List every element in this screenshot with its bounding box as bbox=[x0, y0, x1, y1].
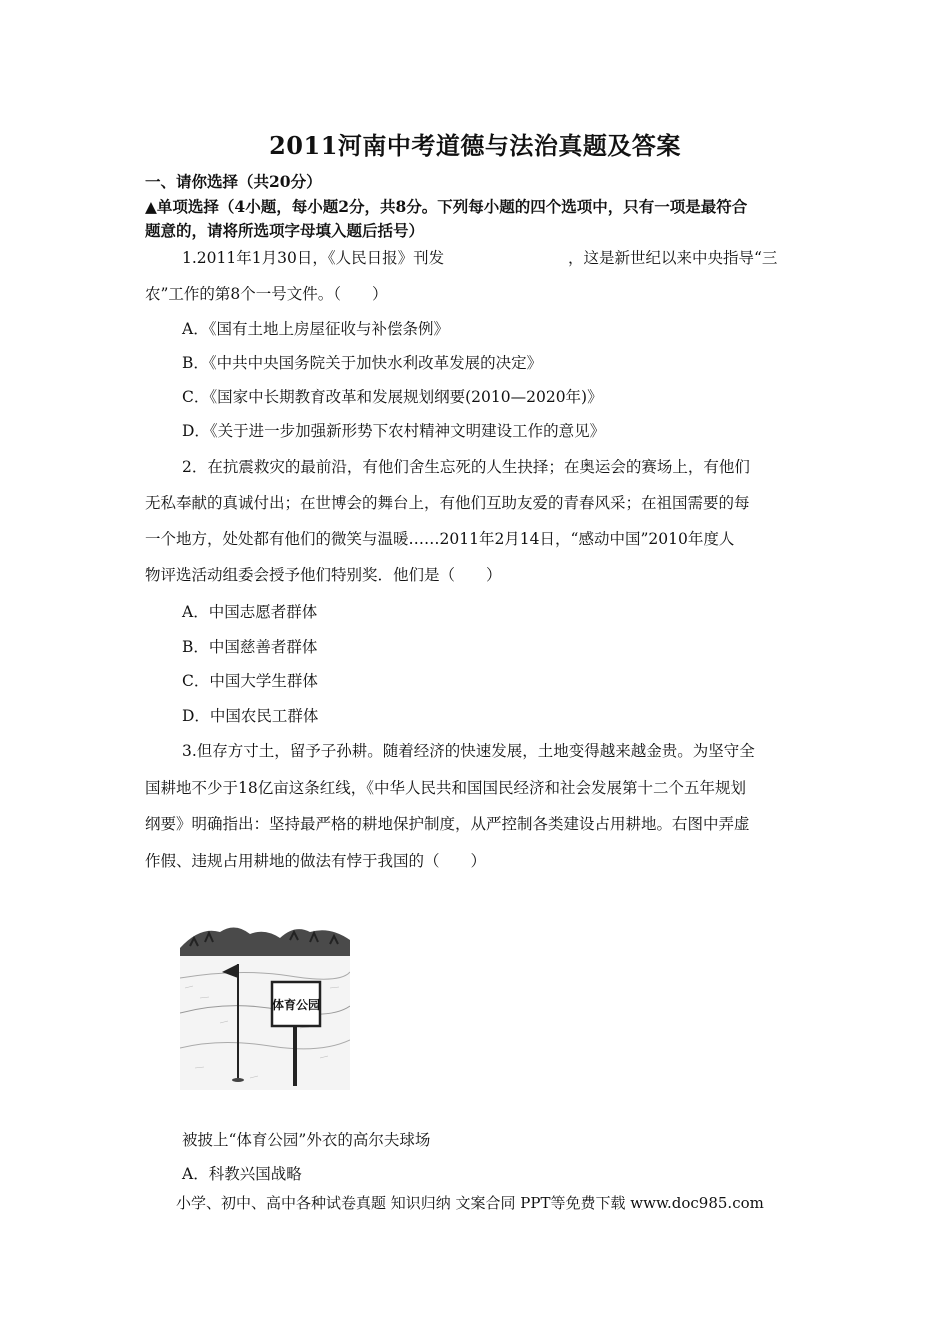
sign-board-text: 体育公园 bbox=[271, 998, 321, 1012]
q1-option-c: C．《国家中长期教育改革和发展规划纲要(2010—2020年)》 bbox=[182, 388, 603, 406]
q2-line-1: 2．在抗震救灾的最前沿，有他们舍生忘死的人生抉择；在奥运会的赛场上，有他们 bbox=[182, 458, 750, 476]
q1-option-a: A．《国有土地上房屋征收与补偿条例》 bbox=[182, 320, 449, 338]
instruction-line-2: 题意的，请将所选项字母填入题后括号） bbox=[145, 221, 425, 240]
section-heading: 一、请你选择（共20分） bbox=[145, 172, 322, 191]
q1-option-b: B．《中共中央国务院关于加快水利改革发展的决定》 bbox=[182, 354, 543, 372]
q3-line-4: 作假、违规占用耕地的做法有悖于我国的（ ） bbox=[145, 852, 487, 870]
q2-option-d: D．中国农民工群体 bbox=[182, 707, 319, 725]
q1-option-d: D．《关于进一步加强新形势下农村精神文明建设工作的意见》 bbox=[182, 422, 606, 440]
golf-course-illustration bbox=[180, 918, 350, 1090]
q2-option-a: A．中国志愿者群体 bbox=[182, 603, 318, 621]
q3-line-1: 3.但存方寸土，留予子孙耕。随着经济的快速发展，土地变得越来越金贵。为坚守全 bbox=[182, 742, 755, 760]
q3-line-2: 国耕地不少于18亿亩这条红线，《中华人民共和国国民经济和社会发展第十二个五年规划 bbox=[145, 779, 746, 797]
figure-caption: 被披上“体育公园”外衣的高尔夫球场 bbox=[182, 1131, 431, 1149]
q2-option-c: C．中国大学生群体 bbox=[182, 672, 318, 690]
page-footer: 小学、初中、高中各种试卷真题 知识归纳 文案合同 PPT等免费下载 www.doc985.com bbox=[176, 1194, 764, 1212]
instruction-line-1: ▲单项选择（4小题，每小题2分，共8分。下列每小题的四个选项中，只有一项是最符合 bbox=[145, 197, 748, 216]
q1-line-1b: ，这是新世纪以来中央指导“三 bbox=[568, 249, 778, 267]
q3-line-3: 纲要》明确指出：坚持最严格的耕地保护制度，从严控制各类建设占用耕地。右图中弄虚 bbox=[145, 815, 750, 833]
page-title: 2011河南中考道德与法治真题及答案 bbox=[269, 131, 681, 160]
q2-line-4: 物评选活动组委会授予他们特别奖．他们是（ ） bbox=[145, 566, 502, 584]
q1-line-2: 农”工作的第8个一号文件。（ ） bbox=[145, 285, 388, 303]
q2-line-2: 无私奉献的真诚付出；在世博会的舞台上，有他们互助友爱的青春风采；在祖国需要的每 bbox=[145, 494, 750, 512]
q2-option-b: B．中国慈善者群体 bbox=[182, 638, 318, 656]
q2-line-3: 一个地方，处处都有他们的微笑与温暖……2011年2月14日，“感动中国”2010年度人 bbox=[145, 530, 735, 548]
q3-option-a: A．科教兴国战略 bbox=[182, 1165, 302, 1183]
q1-line-1a: 1.2011年1月30日，《人民日报》刊发 bbox=[182, 249, 445, 267]
